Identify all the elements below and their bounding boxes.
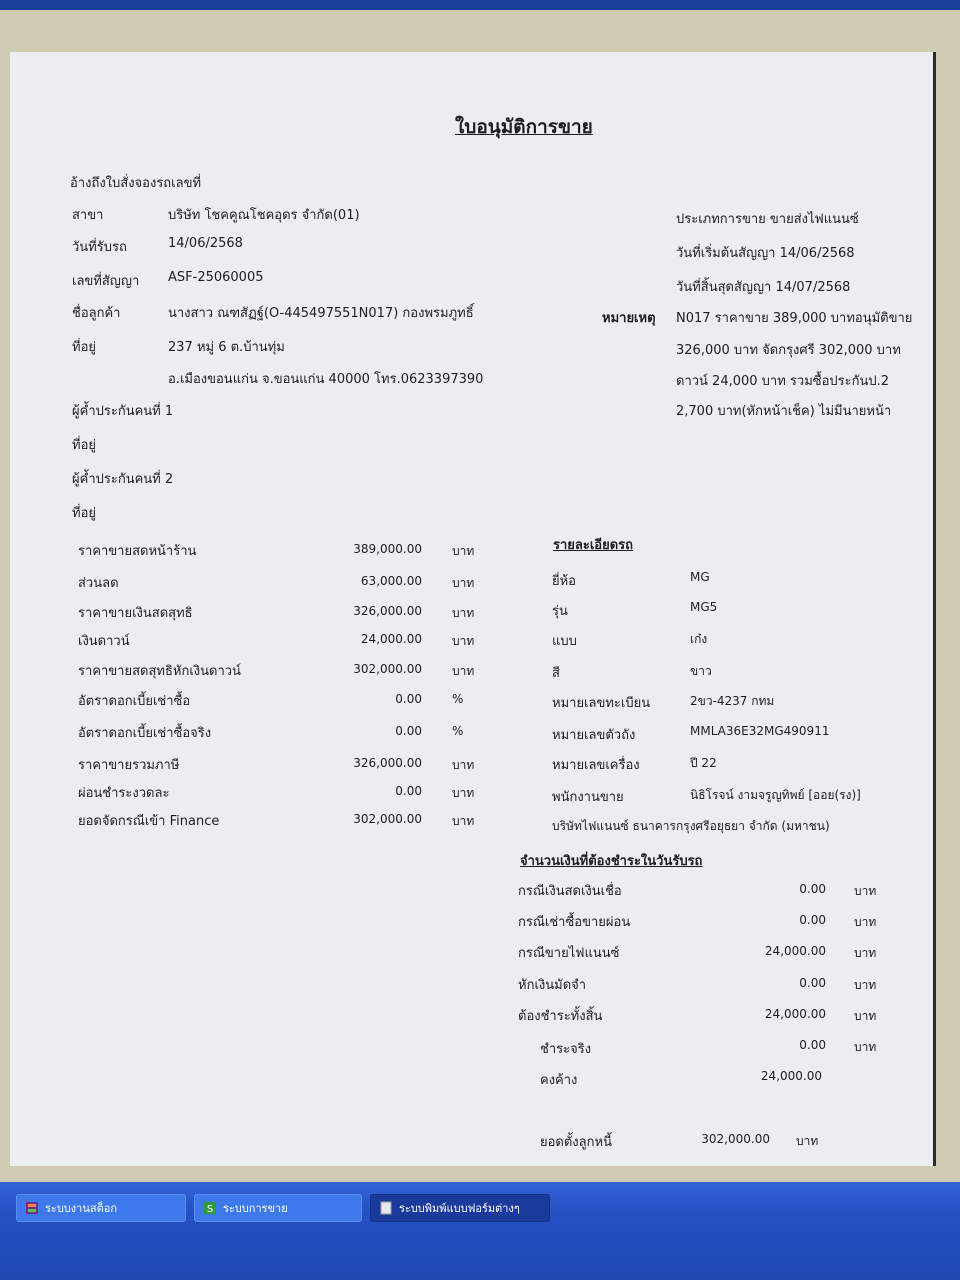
car-row-label: สี xyxy=(552,666,560,681)
customer-name-value: นางสาว ณฑสัฏฐ์(O-445497551N017) กองพรมภูทธิ์ xyxy=(168,306,474,321)
price-row-label: ราคาขายเงินสดสุทธิ xyxy=(78,606,193,621)
paid-unit: บาท xyxy=(854,1040,877,1054)
price-row-value: 302,000.00 xyxy=(353,812,422,826)
price-row-unit: บาท xyxy=(452,758,475,772)
car-row-value: MG xyxy=(690,570,710,584)
car-row-label: พนักงานขาย xyxy=(552,790,624,805)
payment-row-label: ต้องชำระทั้งสิ้น xyxy=(518,1009,603,1024)
car-row-value: MG5 xyxy=(690,600,718,614)
price-row-unit: บาท xyxy=(452,576,475,590)
car-row-value: 2ขว-4237 กทม xyxy=(690,694,775,708)
debt-total-value: 302,000.00 xyxy=(701,1132,770,1146)
car-row-label: แบบ xyxy=(552,634,577,649)
taskbar-item-label: ระบบการขาย xyxy=(223,1202,288,1215)
payment-row-value: 0.00 xyxy=(799,913,826,927)
payment-row-label: กรณีเช่าซื้อขายผ่อน xyxy=(518,915,631,930)
debt-total-unit: บาท xyxy=(796,1134,819,1148)
paid-value: 0.00 xyxy=(799,1038,826,1052)
price-row-value: 0.00 xyxy=(395,784,422,798)
sales-app-icon xyxy=(203,1201,217,1215)
payment-row-unit: บาท xyxy=(854,915,877,929)
price-row-value: 326,000.00 xyxy=(353,604,422,618)
payment-row-value: 24,000.00 xyxy=(764,944,826,958)
guarantor2-address-label: ที่อยู่ xyxy=(72,506,96,521)
payment-row-unit: บาท xyxy=(854,946,877,960)
price-row-unit: บาท xyxy=(452,544,475,558)
branch-label: สาขา xyxy=(72,208,104,223)
taskbar-item-label: ระบบงานสต็อก xyxy=(45,1202,117,1215)
payment-row-value: 0.00 xyxy=(799,976,826,990)
car-row-label: รุ่น xyxy=(552,604,568,619)
car-row-label: หมายเลขตัวถัง xyxy=(552,728,636,743)
price-row-value: 302,000.00 xyxy=(353,662,422,676)
remark-label: หมายเหตุ xyxy=(602,311,656,326)
delivery-date-label: วันที่รับรถ xyxy=(72,240,127,255)
car-row-label: หมายเลขทะเบียน xyxy=(552,696,651,711)
finance-company: บริษัทไฟแนนซ์ ธนาคารกรุงศรีอยุธยา จำกัด (มหาชน) xyxy=(552,819,830,833)
contract-end-date: วันที่สิ้นสุดสัญญา 14/07/2568 xyxy=(676,280,851,295)
print-forms-app-icon xyxy=(379,1201,393,1215)
price-row-unit: % xyxy=(452,692,464,706)
price-row-value: 24,000.00 xyxy=(360,632,422,646)
contract-no-label: เลขที่สัญญา xyxy=(72,274,140,289)
car-row-value: นิธิโรจน์ งามจรูญทิพย์ [ออย(รง)] xyxy=(690,788,861,802)
price-row-label: เงินดาวน์ xyxy=(78,634,130,649)
payment-row-label: หักเงินมัดจำ xyxy=(518,978,587,993)
svg-text:S: S xyxy=(206,1204,214,1215)
price-row-unit: บาท xyxy=(452,606,475,620)
taskbar-item-sales[interactable] xyxy=(194,1194,362,1222)
price-row-label: ยอดจัดกรณีเข้า Finance xyxy=(78,814,220,829)
customer-address-label: ที่อยู่ xyxy=(72,340,96,355)
car-row-value: MMLA36E32MG490911 xyxy=(690,724,830,738)
guarantor2-label: ผู้ค้ำประกันคนที่ 2 xyxy=(72,472,174,487)
customer-address-line2: อ.เมืองขอนแก่น จ.ขอนแก่น 40000 โทร.0623397390 xyxy=(168,372,484,387)
windows-taskbar xyxy=(0,1182,960,1280)
price-row-unit: บาท xyxy=(452,664,475,678)
price-row-label: ผ่อนชำระงวดละ xyxy=(78,786,170,801)
price-row-label: ส่วนลด xyxy=(78,576,119,591)
payment-row-label: กรณีขายไฟแนนซ์ xyxy=(518,946,620,961)
contract-no-value: ASF-25060005 xyxy=(168,270,264,285)
customer-name-label: ชื่อลูกค้า xyxy=(72,306,121,321)
payment-row-value: 24,000.00 xyxy=(764,1007,826,1021)
price-row-label: ราคาขายสดหน้าร้าน xyxy=(78,544,197,559)
taskbar-item-print-forms[interactable] xyxy=(370,1194,550,1222)
car-row-value: เก๋ง xyxy=(690,632,708,646)
branch-value: บริษัท โชคคูณโชคอุดร จำกัด(01) xyxy=(168,208,360,223)
remark-line: ดาวน์ 24,000 บาท รวมซื้อประกันป.2 xyxy=(676,374,890,389)
remark-line: N017 ราคาขาย 389,000 บาทอนุมัติขาย xyxy=(676,311,913,326)
delivery-date-value: 14/06/2568 xyxy=(168,236,243,251)
price-row-unit: บาท xyxy=(452,814,475,828)
price-row-value: 0.00 xyxy=(395,692,422,706)
car-row-label: ยี่ห้อ xyxy=(552,574,576,589)
taskbar-item-stock[interactable] xyxy=(16,1194,186,1222)
payment-row-unit: บาท xyxy=(854,978,877,992)
remark-line: 326,000 บาท จัดกรุงศรี 302,000 บาท xyxy=(676,343,901,358)
customer-address-line1: 237 หมู่ 6 ต.บ้านทุ่ม xyxy=(168,340,285,355)
price-row-value: 63,000.00 xyxy=(360,574,422,588)
monitor-top-edge xyxy=(0,0,960,10)
price-row-unit: บาท xyxy=(452,634,475,648)
payment-row-value: 0.00 xyxy=(799,882,826,896)
price-row-label: อัตราดอกเบี้ยเช่าซื้อจริง xyxy=(78,726,212,741)
remark-line: 2,700 บาท(หักหน้าเช็ค) ไม่มีนายหน้า xyxy=(676,404,892,419)
price-row-unit: % xyxy=(452,724,464,738)
car-row-value: ขาว xyxy=(690,664,712,678)
guarantor1-address-label: ที่อยู่ xyxy=(72,438,96,453)
guarantor1-label: ผู้ค้ำประกันคนที่ 1 xyxy=(72,404,174,419)
payment-row-label: กรณีเงินสดเงินเชื่อ xyxy=(518,884,622,899)
reservation-ref-label: อ้างถึงใบสั่งจองรถเลขที่ xyxy=(70,176,202,191)
price-row-value: 326,000.00 xyxy=(353,756,422,770)
document-title: ใบอนุมัติการขาย xyxy=(455,116,593,138)
price-row-label: ราคาขายสดสุทธิหักเงินดาวน์ xyxy=(78,664,241,679)
stock-app-icon xyxy=(25,1201,39,1215)
price-row-value: 389,000.00 xyxy=(353,542,422,556)
payment-heading: จำนวนเงินที่ต้องชำระในวันรับรถ xyxy=(520,854,703,869)
outstanding-label: คงค้าง xyxy=(540,1073,578,1088)
price-row-value: 0.00 xyxy=(395,724,422,738)
price-row-unit: บาท xyxy=(452,786,475,800)
contract-start-date: วันที่เริ่มต้นสัญญา 14/06/2568 xyxy=(676,246,855,261)
paid-label: ชำระจริง xyxy=(540,1042,592,1057)
debt-total-label: ยอดตั้งลูกหนี้ xyxy=(540,1135,612,1150)
car-row-label: หมายเลขเครื่อง xyxy=(552,758,640,773)
outstanding-value: 24,000.00 xyxy=(760,1069,822,1083)
car-row-value: ปี 22 xyxy=(690,756,717,770)
payment-row-unit: บาท xyxy=(854,884,877,898)
car-details-heading: รายละเอียดรถ xyxy=(553,538,634,553)
price-row-label: ราคาขายรวมภาษี xyxy=(78,758,180,773)
price-row-label: อัตราดอกเบี้ยเช่าซื้อ xyxy=(78,694,191,709)
payment-row-unit: บาท xyxy=(854,1009,877,1023)
sale-type: ประเภทการขาย ขายส่งไฟแนนซ์ xyxy=(676,212,859,227)
taskbar-item-label: ระบบพิมพ์แบบฟอร์มต่างๆ xyxy=(399,1202,520,1215)
